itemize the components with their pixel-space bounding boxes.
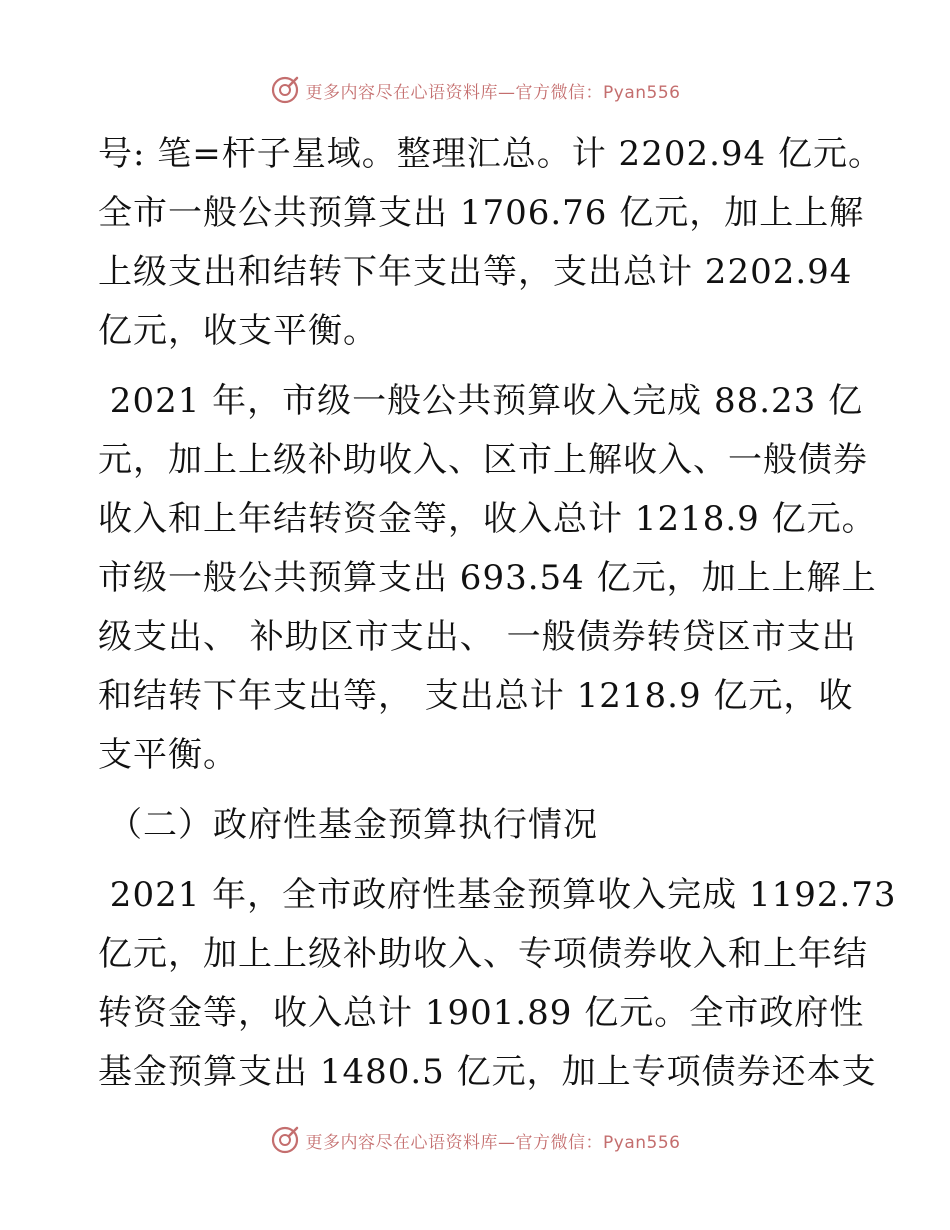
text-line: 级支出、 补助区市支出、 一般债券转贷区市支出 <box>98 617 857 657</box>
text-line: 转资金等，收入总计 1901.89 亿元。全市政府性 <box>98 993 865 1033</box>
watermark-text: 更多内容尽在心语资料库—官方微信：Pyan556 <box>305 1132 681 1153</box>
paragraph-3 <box>98 866 897 1102</box>
text-line: 基金预算支出 1480.5 亿元，加上专项债券还本支 <box>98 1052 877 1092</box>
watermark-top <box>0 70 950 110</box>
text-line: 亿元，加上上级补助收入、专项债券收入和上年结 <box>98 934 868 974</box>
text-line: 上级支出和结转下年支出等，支出总计 2202.94 <box>98 252 853 292</box>
watermark-text: 更多内容尽在心语资料库—官方微信：Pyan556 <box>305 82 681 103</box>
text-line: 2021 年，市级一般公共预算收入完成 88.23 亿 <box>98 381 864 421</box>
document-body <box>98 125 897 1102</box>
text-line: 和结转下年支出等， 支出总计 1218.9 亿元，收 <box>98 676 854 716</box>
text-line: 支平衡。 <box>98 735 238 775</box>
text-line: 元，加上上级补助收入、区市上解收入、一般债券 <box>98 440 868 480</box>
section-heading-text: （二）政府性基金预算执行情况 <box>108 805 598 845</box>
watermark-bottom <box>0 1120 950 1160</box>
text-line: 亿元，收支平衡。 <box>98 311 378 351</box>
text-line: 全市一般公共预算支出 1706.76 亿元，加上上解 <box>98 193 865 233</box>
section-heading <box>98 796 858 855</box>
text-line: 号: 笔=杆子星域。整理汇总。计 2202.94 亿元。 <box>98 134 883 174</box>
text-line: 2021 年，全市政府性基金预算收入完成 1192.73 <box>98 875 897 915</box>
text-line: 收入和上年结转资金等，收入总计 1218.9 亿元。 <box>98 499 877 539</box>
pen-logo-icon <box>270 1125 300 1155</box>
paragraph-1 <box>98 125 883 361</box>
paragraph-2 <box>98 372 877 785</box>
pen-logo-icon <box>270 75 300 105</box>
text-line: 市级一般公共预算支出 693.54 亿元，加上上解上 <box>98 558 877 598</box>
